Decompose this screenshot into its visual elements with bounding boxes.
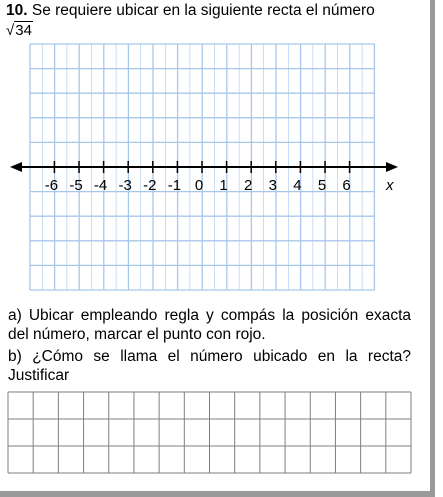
tick-label: -4 [93, 177, 108, 194]
radical-symbol: √ [6, 22, 15, 39]
tick-label: -3 [118, 177, 132, 194]
tick-label: 1 [219, 177, 228, 194]
tick-label: -1 [167, 177, 182, 194]
radicand: 34 [15, 22, 32, 39]
tick-label: -2 [143, 177, 157, 194]
tick-label: -6 [44, 177, 59, 194]
instruction-a-line1: a) Ubicar empleando regla y compás la posición exacta [8, 307, 411, 324]
axis-label: x [386, 177, 394, 194]
question-number: 10. [6, 2, 28, 19]
instruction-b-line2: Justificar [8, 367, 70, 384]
left-arrow-head [10, 162, 22, 172]
tick-label: 2 [244, 177, 253, 194]
tick-label: -5 [69, 177, 83, 194]
tick-label: 0 [194, 177, 204, 194]
tick-label: 5 [317, 177, 327, 194]
tick-label: 6 [342, 177, 351, 194]
instruction-a-line2: del número, marcar el punto con rojo. [8, 326, 266, 343]
instruction-b-line1: b) ¿Cómo se llama el número ubicado en la recta? [8, 348, 411, 365]
question-text: Se requiere ubicar en la siguiente recta el número [27, 2, 375, 19]
right-arrow-head [386, 162, 398, 172]
tick-label: 4 [293, 177, 302, 194]
tick-label: 3 [268, 177, 277, 194]
